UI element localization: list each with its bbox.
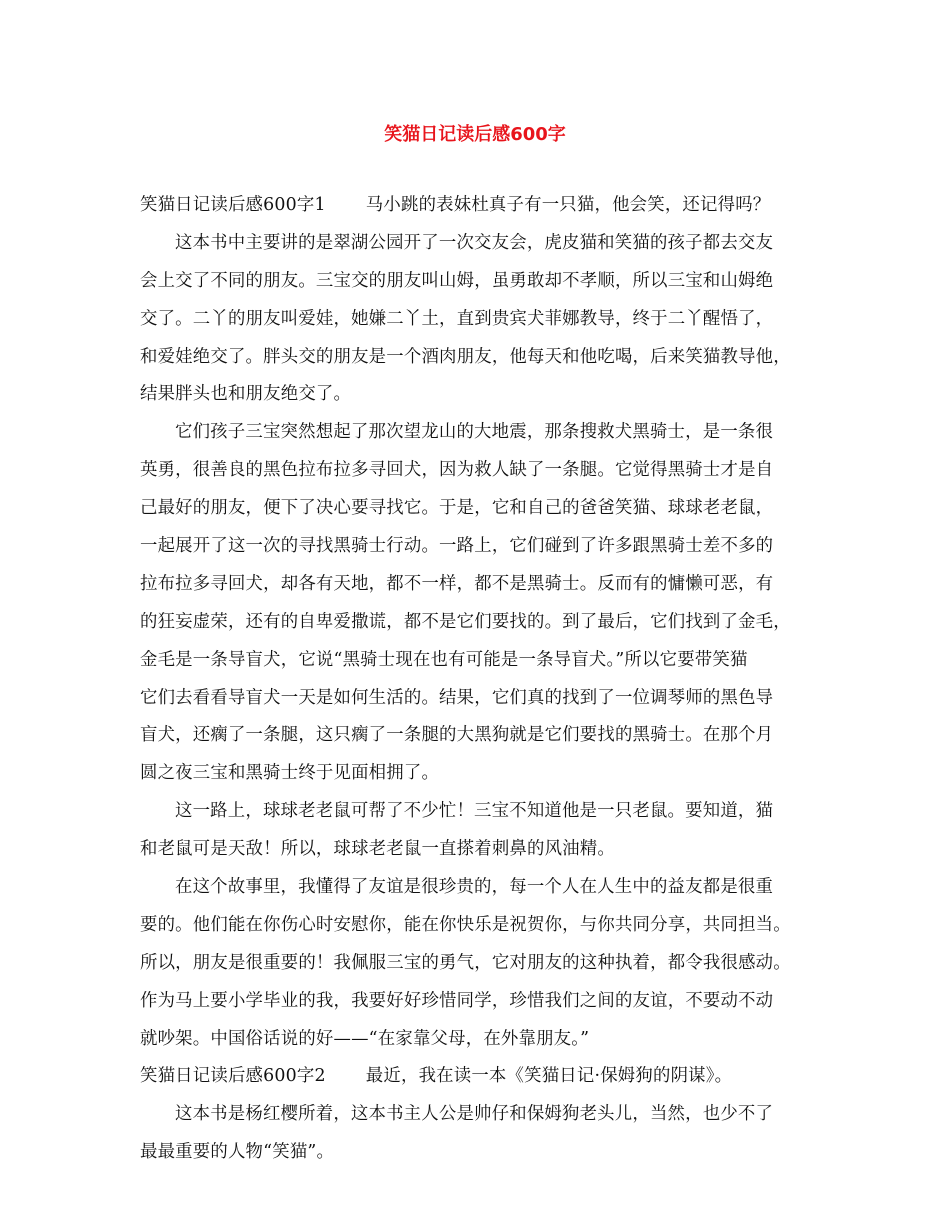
text-segment: 在这个故事里，我懂得了友谊是很珍贵的，每一个人在人生中的益友都是很重 bbox=[175, 877, 774, 898]
document-title: 笑猫日记读后感600字 bbox=[384, 124, 566, 145]
text-segment: 金毛是一条导盲犬，它说“黑骑士现在也有可能是一条导盲犬。”所以它要带笑猫 bbox=[140, 649, 748, 670]
text-line bbox=[140, 869, 830, 907]
text-line bbox=[140, 1058, 830, 1096]
text-segment: 己最好的朋友，便下了决心要寻找它。于是，它和自己的爸爸笑猫、球球老老鼠， bbox=[140, 498, 774, 519]
text-line bbox=[140, 983, 830, 1021]
text-segment: 这本书中主要讲的是翠湖公园开了一次交友会，虎皮猫和笑猫的孩子都去交友 bbox=[175, 232, 774, 253]
section-heading: 笑猫日记读后感600字1 bbox=[140, 195, 326, 215]
text-segment: 它们去看看导盲犬一天是如何生活的。结果，它们真的找到了一位调琴师的黑色导 bbox=[140, 687, 774, 708]
text-segment: 和爱娃绝交了。胖头交的朋友是一个酒肉朋友，他每天和他吃喝，后来笑猫教导他， bbox=[140, 346, 791, 367]
text-line bbox=[140, 1134, 830, 1172]
text-line bbox=[140, 490, 830, 528]
text-line bbox=[140, 680, 830, 718]
text-line bbox=[140, 717, 830, 755]
text-segment: 最最重要的人物“笑猫”。 bbox=[140, 1142, 335, 1163]
text-segment: 最近，我在读一本《笑猫日记·保姆狗的阴谋》。 bbox=[365, 1066, 733, 1087]
text-line bbox=[140, 566, 830, 604]
text-segment: 要的。他们能在你伤心时安慰你，能在你快乐是祝贺你，与你共同分享，共同担当。 bbox=[140, 914, 791, 935]
text-line bbox=[140, 301, 830, 339]
text-segment: 拉布拉多寻回犬，却各有天地，都不一样，都不是黑骑士。反而有的慵懒可恶，有 bbox=[140, 573, 774, 594]
section-heading: 笑猫日记读后感600字2 bbox=[140, 1066, 326, 1087]
text-line bbox=[140, 755, 830, 793]
text-line bbox=[140, 187, 830, 225]
text-line bbox=[140, 452, 830, 490]
text-line bbox=[140, 1096, 830, 1134]
text-segment: 盲犬，还瘸了一条腿，这只瘸了一条腿的大黑狗就是它们要找的黑骑士。在那个月 bbox=[140, 725, 774, 746]
text-segment: 马小跳的表妹杜真子有一只猫，他会笑，还记得吗？ bbox=[365, 195, 771, 215]
text-segment: 会上交了不同的朋友。三宝交的朋友叫山姆，虽勇敢却不孝顺，所以三宝和山姆绝 bbox=[140, 270, 774, 291]
text-line bbox=[140, 225, 830, 263]
text-line bbox=[140, 414, 830, 452]
text-segment: 圆之夜三宝和黑骑士终于见面相拥了。 bbox=[140, 763, 440, 784]
text-segment: 它们孩子三宝突然想起了那次望龙山的大地震，那条搜救犬黑骑士，是一条很 bbox=[175, 422, 774, 443]
document-body bbox=[140, 187, 830, 1172]
text-line bbox=[140, 604, 830, 642]
text-segment: 就吵架。中国俗话说的好——“在家靠父母，在外靠朋友。” bbox=[140, 1028, 590, 1049]
text-line bbox=[140, 339, 830, 377]
text-segment: 这一路上，球球老老鼠可帮了不少忙！三宝不知道他是一只老鼠。要知道，猫 bbox=[175, 801, 774, 822]
text-segment: 和老鼠可是天敌！所以，球球老老鼠一直搽着刺鼻的风油精。 bbox=[140, 839, 615, 860]
text-segment: 的狂妄虚荣，还有的自卑爱撒谎，都不是它们要找的。到了最后，它们找到了金毛， bbox=[140, 611, 791, 632]
text-segment: 所以，朋友是很重要的！我佩服三宝的勇气，它对朋友的这种执着，都令我很感动。 bbox=[140, 952, 791, 973]
text-line bbox=[140, 1021, 830, 1059]
text-segment: 一起展开了这一次的寻找黑骑士行动。一路上，它们碰到了许多跟黑骑士差不多的 bbox=[140, 536, 774, 557]
text-segment: 这本书是杨红樱所着，这本书主人公是帅仔和保姆狗老头儿，当然，也少不了 bbox=[175, 1104, 774, 1125]
text-segment: 结果胖头也和朋友绝交了。 bbox=[140, 384, 352, 405]
text-line bbox=[140, 528, 830, 566]
text-line bbox=[140, 831, 830, 869]
text-line bbox=[140, 945, 830, 983]
text-segment: 作为马上要小学毕业的我，我要好好珍惜同学，珍惜我们之间的友谊，不要动不动 bbox=[140, 990, 774, 1011]
text-segment: 交了。二丫的朋友叫爱娃，她嫌二丫土，直到贵宾犬菲娜教导，终于二丫醒悟了， bbox=[140, 308, 774, 329]
text-segment: 英勇，很善良的黑色拉布拉多寻回犬，因为救人缺了一条腿。它觉得黑骑士才是自 bbox=[140, 460, 774, 481]
text-line bbox=[140, 263, 830, 301]
text-line bbox=[140, 376, 830, 414]
text-line bbox=[140, 642, 830, 680]
text-line bbox=[140, 907, 830, 945]
text-line bbox=[140, 793, 830, 831]
